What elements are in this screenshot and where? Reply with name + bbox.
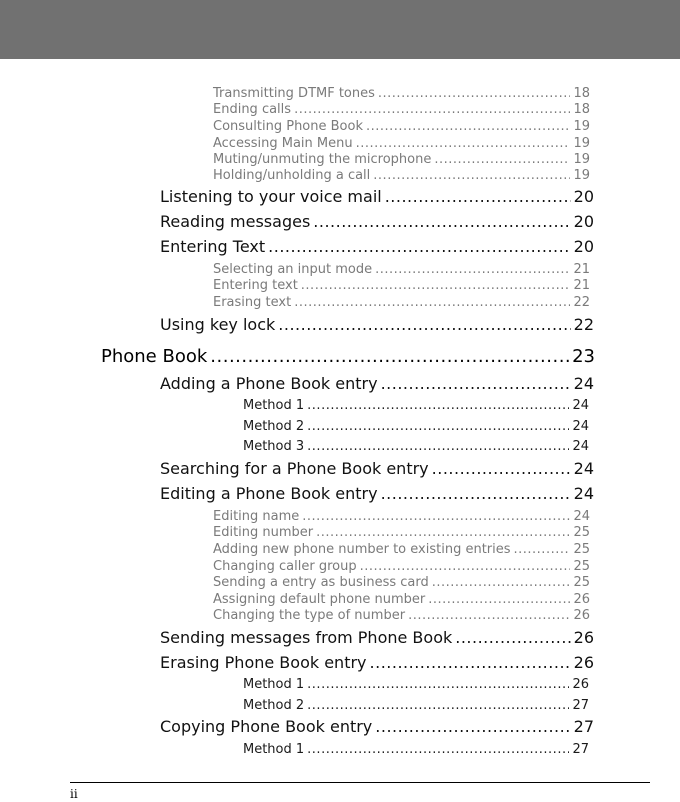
toc-label: Erasing text	[213, 295, 292, 310]
toc-page: 26	[573, 653, 594, 672]
toc-entry[interactable]	[160, 459, 594, 479]
toc-leader	[455, 628, 570, 648]
toc-label: Assigning default phone number	[213, 592, 426, 607]
toc-entry[interactable]	[213, 151, 590, 168]
toc-leader	[356, 135, 571, 152]
toc-leader	[301, 277, 571, 294]
toc-entry[interactable]	[243, 397, 589, 414]
toc-leader	[307, 741, 569, 758]
toc-page: 24	[573, 509, 590, 524]
toc-entry[interactable]	[213, 277, 590, 294]
toc-label: Adding a Phone Book entry	[160, 374, 378, 393]
toc-entry[interactable]	[160, 653, 594, 673]
footer-rule	[70, 782, 650, 783]
toc-leader	[307, 697, 569, 714]
toc-entry[interactable]	[243, 697, 589, 714]
toc-label: Editing number	[213, 525, 314, 540]
toc-page: 24	[573, 484, 594, 503]
toc-label: Reading messages	[160, 212, 311, 231]
toc-entry[interactable]	[213, 508, 590, 525]
toc-entry[interactable]	[213, 167, 590, 184]
toc-label: Method 2	[243, 419, 305, 434]
toc-label: Copying Phone Book entry	[160, 717, 373, 736]
toc-leader	[268, 237, 571, 257]
toc-entry[interactable]	[160, 717, 594, 737]
toc-page: 19	[573, 119, 590, 134]
toc-entry[interactable]	[213, 524, 590, 541]
toc-entry[interactable]	[160, 484, 594, 504]
toc-page: 27	[573, 717, 594, 736]
toc-leader	[366, 118, 570, 135]
toc-entry[interactable]	[213, 85, 590, 102]
toc-entry[interactable]	[213, 591, 590, 608]
toc-entry[interactable]	[213, 101, 590, 118]
toc-entry[interactable]	[213, 261, 590, 278]
toc-leader	[385, 187, 571, 207]
toc-page: 20	[573, 187, 594, 206]
toc-chapter[interactable]	[101, 346, 595, 368]
toc-label: Method 1	[243, 677, 305, 692]
toc-page: 26	[573, 608, 590, 623]
toc-page: 26	[572, 677, 589, 692]
toc-leader	[307, 438, 569, 455]
toc-entry[interactable]	[160, 187, 594, 207]
toc-page: 19	[573, 136, 590, 151]
toc-page: 23	[572, 346, 595, 367]
toc-page: 26	[573, 628, 594, 647]
toc-leader	[373, 167, 570, 184]
toc-page: 27	[572, 698, 589, 713]
toc-leader	[375, 717, 570, 737]
toc-page: 24	[573, 374, 594, 393]
toc-leader	[316, 524, 570, 541]
toc-leader	[307, 397, 569, 414]
toc-entry[interactable]	[213, 135, 590, 152]
toc-leader	[381, 374, 571, 394]
toc-leader	[375, 261, 570, 278]
page-number: ii	[70, 787, 78, 801]
toc-page: 25	[573, 542, 590, 557]
toc-label: Phone Book	[101, 346, 208, 367]
toc-entry[interactable]	[160, 374, 594, 394]
toc-entry[interactable]	[160, 212, 594, 232]
toc-entry[interactable]	[213, 574, 590, 591]
toc-page: 22	[573, 315, 594, 334]
toc-page: 24	[572, 419, 589, 434]
toc-leader	[408, 607, 570, 624]
toc-leader	[428, 591, 570, 608]
toc-leader	[432, 459, 571, 479]
toc-label: Entering text	[213, 278, 298, 293]
toc-label: Selecting an input mode	[213, 262, 373, 277]
toc-entry[interactable]	[213, 118, 590, 135]
toc-label: Method 1	[243, 398, 305, 413]
toc-leader	[294, 294, 570, 311]
toc-entry[interactable]	[213, 607, 590, 624]
toc-label: Ending calls	[213, 102, 292, 117]
toc-label: Consulting Phone Book	[213, 119, 363, 134]
toc-page: 21	[573, 262, 590, 277]
toc-page: 24	[572, 439, 589, 454]
toc-label: Entering Text	[160, 237, 266, 256]
toc-leader	[313, 212, 570, 232]
toc-leader	[294, 101, 570, 118]
toc-entry[interactable]	[243, 741, 589, 758]
toc-leader	[381, 484, 571, 504]
toc-page: 24	[572, 398, 589, 413]
toc-label: Accessing Main Menu	[213, 136, 353, 151]
toc-page: 25	[573, 525, 590, 540]
toc-page: 19	[573, 168, 590, 183]
toc-leader	[278, 315, 570, 335]
toc-page: 19	[573, 152, 590, 167]
toc-label: Changing caller group	[213, 559, 357, 574]
toc-page: 25	[573, 559, 590, 574]
toc-label: Muting/unmuting the microphone	[213, 152, 432, 167]
toc-leader	[307, 418, 569, 435]
toc-label: Method 1	[243, 742, 305, 757]
toc-page: 18	[573, 102, 590, 117]
toc-entry[interactable]	[243, 438, 589, 455]
toc-entry[interactable]	[160, 628, 594, 648]
toc-leader	[302, 508, 570, 525]
toc-leader	[360, 558, 571, 575]
toc-entry[interactable]	[213, 558, 590, 575]
toc-label: Method 3	[243, 439, 305, 454]
toc-entry[interactable]	[213, 541, 590, 558]
toc-page: 26	[573, 592, 590, 607]
toc-label: Changing the type of number	[213, 608, 406, 623]
toc-label: Transmitting DTMF tones	[213, 86, 375, 101]
toc-label: Editing name	[213, 509, 300, 524]
toc-entry[interactable]	[160, 237, 594, 257]
toc-page: 25	[573, 575, 590, 590]
toc-page: 27	[572, 742, 589, 757]
header-bar	[0, 0, 680, 59]
toc-leader	[307, 676, 569, 693]
toc-leader	[434, 151, 570, 168]
toc-leader	[514, 541, 571, 558]
toc-label: Using key lock	[160, 315, 276, 334]
toc-leader	[432, 574, 571, 591]
toc-label: Erasing Phone Book entry	[160, 653, 367, 672]
toc-label: Method 2	[243, 698, 305, 713]
toc-page: 20	[573, 212, 594, 231]
toc-entry[interactable]	[213, 294, 590, 311]
toc-entry[interactable]	[160, 315, 594, 335]
toc-label: Sending a entry as business card	[213, 575, 429, 590]
toc-label: Searching for a Phone Book entry	[160, 459, 429, 478]
toc-page: 24	[573, 459, 594, 478]
toc-label: Sending messages from Phone Book	[160, 628, 453, 647]
toc-entry[interactable]	[243, 418, 589, 435]
toc-label: Editing a Phone Book entry	[160, 484, 378, 503]
toc-page: 22	[573, 295, 590, 310]
toc-page: 21	[573, 278, 590, 293]
toc-entry[interactable]	[243, 676, 589, 693]
toc-leader	[370, 653, 571, 673]
toc-leader	[210, 346, 569, 368]
toc-label: Adding new phone number to existing entries	[213, 542, 511, 557]
toc-label: Listening to your voice mail	[160, 187, 382, 206]
toc-label: Holding/unholding a call	[213, 168, 371, 183]
toc-page: 20	[573, 237, 594, 256]
toc-page: 18	[573, 86, 590, 101]
toc-leader	[378, 85, 571, 102]
